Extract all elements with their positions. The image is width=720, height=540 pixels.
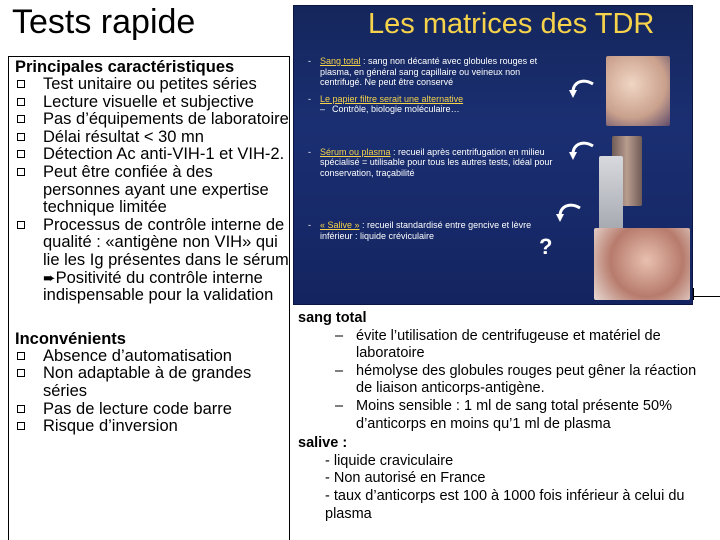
list-item: Processus de contrôle interne de qualité : «antigène non VIH» qui lie les Ig présentes dans le sérum ➨Positivité du contrôle interne indispensable pour la validation <box>15 217 289 305</box>
checkbox-bullet-icon <box>17 80 25 88</box>
curved-arrow-icon <box>556 202 582 224</box>
slide-title: Les matrices des TDR <box>368 8 655 40</box>
list-item: - liquide craviculaire <box>325 452 454 469</box>
list-item: Délai résultat < 30 mn <box>15 129 289 147</box>
list-item: - Non autorisé en France <box>325 470 486 487</box>
list-item: Absence d’automatisation <box>15 348 289 366</box>
curved-arrow-icon <box>569 140 595 162</box>
notes-heading-saliva: salive : <box>298 435 348 452</box>
checkbox-bullet-icon <box>17 98 25 106</box>
checkbox-bullet-icon <box>17 168 25 176</box>
checkbox-bullet-icon <box>17 115 25 123</box>
checkbox-bullet-icon <box>17 422 25 430</box>
list-item: Pas d’équipements de laboratoire <box>15 111 289 129</box>
right-arrow-icon: ➨ <box>43 269 56 287</box>
list-item: – Moins sensible : 1 ml de sang total présente 50% d’anticorps en moins qu’1 ml de plasma <box>335 397 672 432</box>
slide-bullet: - « Salive » : recueil standardisé entre gencive et lèvre inférieur : liquide créviculaire <box>308 220 532 241</box>
checkbox-bullet-icon <box>17 150 25 158</box>
drawbacks-list <box>15 348 289 436</box>
list-item: Non adaptable à de grandes séries <box>15 365 289 400</box>
slide-image <box>293 5 693 305</box>
divider <box>693 288 694 300</box>
section-title-characteristics: Principales caractéristiques <box>15 58 235 76</box>
list-item: Peut être confiée à des personnes ayant une expertise technique limitée <box>15 164 289 217</box>
list-item: - taux d’anticorps est 100 à 1000 fois inférieur à celui du plasma <box>325 487 685 522</box>
notes-panel <box>298 310 716 523</box>
list-item: Lecture visuelle et subjective <box>15 94 289 112</box>
list-item: Risque d’inversion <box>15 418 289 436</box>
checkbox-bullet-icon <box>17 352 25 360</box>
slide-bullet: - Le papier filtre serait une alternative <box>308 93 464 104</box>
checkbox-bullet-icon <box>17 369 25 377</box>
curved-arrow-icon <box>569 78 595 100</box>
list-item: Pas de lecture code barre <box>15 401 289 419</box>
characteristics-list <box>15 76 289 305</box>
list-item: – évite l’utilisation de centrifugeuse et matériel de laboratoire <box>335 327 661 362</box>
list-item: Test unitaire ou petites séries <box>15 76 289 94</box>
list-item: – hémolyse des globules rouges peut gêner la réaction de liaison anticorps-antigène. <box>335 362 697 397</box>
characteristics-panel <box>8 56 290 540</box>
checkbox-bullet-icon <box>17 221 25 229</box>
divider <box>693 296 720 297</box>
notes-heading-whole-blood: sang total <box>298 310 367 326</box>
page-title: Tests rapide <box>12 3 196 41</box>
saliva-swab-photo <box>594 228 690 300</box>
checkbox-bullet-icon <box>17 405 25 413</box>
slide-sub-bullet: – Contrôle, biologie moléculaire… <box>320 104 460 114</box>
slide-bullets <box>308 56 563 241</box>
list-item: Détection Ac anti-VIH-1 et VIH-2. <box>15 146 289 164</box>
slide-bullet: - Sérum ou plasma : recueil après centrifugation en milieu spécialisé = utilisable pour tous les autres tests, idéal pour conservation, traçabilité <box>308 146 553 178</box>
slide-bullet: - Sang total : sang non décanté avec globules rouges et plasma, en général sang capillaire ou veineux non centrifugé. Ne peut être conservé <box>308 56 538 87</box>
finger-prick-photo <box>606 56 670 126</box>
question-mark: ? <box>539 234 553 259</box>
checkbox-bullet-icon <box>17 133 25 141</box>
section-title-drawbacks: Inconvénients <box>15 329 126 348</box>
